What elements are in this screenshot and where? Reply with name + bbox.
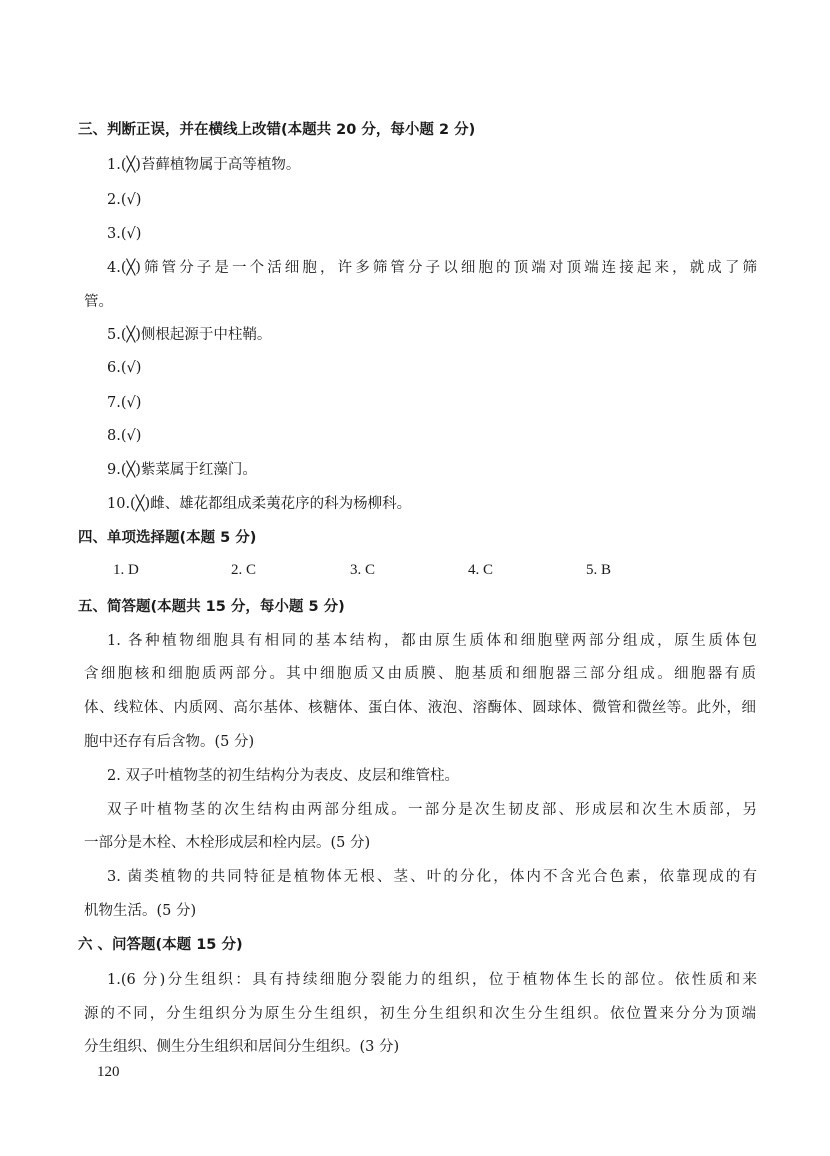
short-answer-2-line-2: 双子叶植物茎的次生结构由两部分组成。一部分是次生韧皮部、形成层和次生木质部，另 (107, 802, 757, 818)
short-answer-3-line-2: 机物生活。(5 分) (84, 903, 197, 919)
judgment-item-6: 6.(√) (107, 360, 142, 376)
short-answer-1-line-2: 含细胞核和细胞质两部分。其中细胞质又由质膜、胞基质和细胞器三部分组成。细胞器有质 (84, 666, 756, 682)
mc-answer-4: 4. C (468, 562, 494, 578)
mc-answer-3: 3. C (350, 562, 376, 578)
section-6-title: 六 、问答题(本题 15 分) (78, 937, 243, 953)
short-answer-2-line-1: 2. 双子叶植物茎的初生结构分为表皮、皮层和维管柱。 (107, 768, 459, 784)
mc-answer-1: 1. D (113, 562, 139, 578)
judgment-item-4-cont: 管。 (84, 294, 113, 310)
judgment-item-3: 3.(√) (107, 226, 142, 242)
judgment-item-7: 7.(√) (107, 395, 142, 411)
section-4-title: 四、单项选择题(本题 5 分) (78, 530, 257, 546)
judgment-item-2: 2.(√) (107, 192, 142, 208)
page-number: 120 (97, 1064, 120, 1080)
judgment-item-1: 1.(╳)苔藓植物属于高等植物。 (107, 157, 301, 173)
essay-answer-line-3: 分生组织、侧生分生组织和居间分生组织。(3 分) (84, 1039, 400, 1055)
judgment-item-5: 5.(╳)侧根起源于中柱鞘。 (107, 327, 272, 343)
section-5-title: 五、简答题(本题共 15 分，每小题 5 分) (78, 599, 345, 615)
judgment-item-10: 10.(╳)雌、雄花都组成柔荑花序的科为杨柳科。 (107, 496, 412, 512)
short-answer-1-line-1: 1. 各种植物细胞具有相同的基本结构，都由原生质体和细胞壁两部分组成，原生质体包 (107, 633, 757, 649)
short-answer-2-line-3: 一部分是木栓、木栓形成层和栓内层。(5 分) (84, 835, 371, 851)
judgment-item-9: 9.(╳)紫菜属于红藻门。 (107, 462, 257, 478)
judgment-item-8: 8.(√) (107, 428, 142, 444)
mc-answer-5: 5. B (586, 562, 612, 578)
short-answer-3-line-1: 3. 菌类植物的共同特征是植物体无根、茎、叶的分化，体内不含光合色素，依靠现成的有 (107, 869, 757, 885)
judgment-item-4: 4.(╳)筛管分子是一个活细胞，许多筛管分子以细胞的顶端对顶端连接起来，就成了筛 (107, 260, 757, 276)
mc-answer-2: 2. C (231, 562, 257, 578)
short-answer-1-line-4: 胞中还存有后含物。(5 分) (84, 734, 255, 750)
section-3-title: 三、判断正误，并在横线上改错(本题共 20 分，每小题 2 分) (78, 122, 476, 138)
short-answer-1-line-3: 体、线粒体、内质网、高尔基体、核糖体、蛋白体、液泡、溶酶体、圆球体、微管和微丝等。此外，细 (84, 700, 756, 716)
essay-answer-line-2: 源的不同，分生组织分为原生分生组织，初生分生组织和次生分生组织。依位置来分分为顶端 (84, 1006, 756, 1022)
essay-answer-line-1: 1.(6 分)分生组织：具有持续细胞分裂能力的组织，位于植物体生长的部位。依性质和来 (107, 972, 757, 988)
